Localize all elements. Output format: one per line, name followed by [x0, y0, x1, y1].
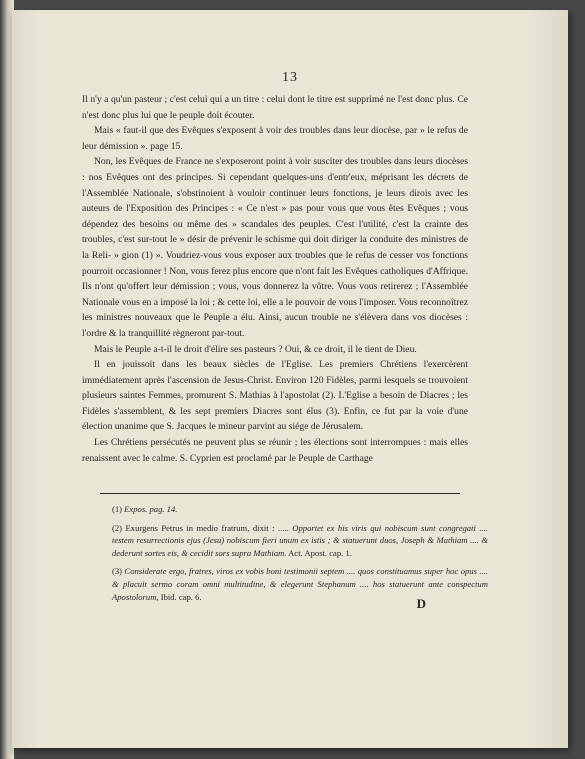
- signature-mark: D: [416, 596, 426, 611]
- footnote: (3) Considerate ergo, fratres, viros ex vobis boni testimonii septem .... quos constituamus super hoc opus .... & placuit sermo coram omni multitudine, & elegerunt Stephanum .... hos statuerunt ante conspectum Apostolorum, Ibid. cap. 6.: [112, 566, 489, 602]
- footnotes: [112, 503, 488, 609]
- footnote: (2) Exurgens Petrus in medio fratrum, dixit : ..... Opportet ex his viris qui nobiscum sunt congregati .... testem resurrectionis ejus (Jesu) nobiscum fieri unum ex istis ; & statuerunt duos, Joseph & Mathiam .... & dederunt sortes eis, & cecidit sors supra Mathiam. Act. Apost. cap. 1.: [112, 522, 488, 558]
- paragraph: Il en jouissoit dans les beaux siècles de l'Eglise. Les premiers Chrétiens l'exercèrent immédiatement après l'ascension de Jesus-Christ. Environ 120 Fidèles, parmi lesquels se trouvoient plusieurs saintes Femmes, promurent S. Mathias à l'apostolat (2). L'Eglise a besoin de Diacres ; les Fidèles s'assemblent, & les sept premiers Diacres sont élus (3). Enfin, ce fut par la voie d'une élection unanime que S. Jacques le mineur parvint au siége de Jérusalem.: [82, 359, 468, 433]
- paragraph: Les Chrétiens persécutés ne peuvent plus se réunir ; les élections sont interrompues : mais elles renaissent avec le calme. S. Cyprien est proclamé par le Peuple de Carthage: [82, 437, 468, 464]
- book-page: [12, 10, 568, 748]
- paragraph: Non, les Evêques de France ne s'exposeront point à voir susciter des troubles dans leurs diocèses : nos Evêques ont des principes. Si cependant quelques-uns d'entr'eux, méprisant les décrets de l'Assemblée Nationale, s'obstinoient à vouloir continuer leurs fonctions, je leurs dirois avec les auteurs de l'Exposition des Principes : « Ce n'est » pas pour vous que vous êtes Evêques ; vous dépendez des besoins ou même des » scandales des peuples. C'est l'utilité, c'est la crainte des troubles, c'est sur-tout le » désir de prévenir le schisme qui doit diriger la conduite des ministres de la Reli- » gion (1) ». Voudriez-vous vous exposer aux troubles que le refus de cesser vos fonctions pourroit occasionner ! Non, vous ferez plus encore que n'ont fait les Evêques catholiques d'Affrique. Ils n'ont qu'offert leur démission ; vous, vous donnerez la vôtre. Vous vous retirerez ; l'Assemblée Nationale vous en a imposé la loi ; & cette loi, elle a le pouvoir de vous l'imposer. Vous reconnoîtrez les ministres nouveaux que le Peuple a élu. Ainsi, aucun trouble ne s'élèvera dans vos diocèses : l'ordre & la tranquillité règneront par-tout.: [82, 156, 468, 339]
- footnote: (1) Expos. pag. 14.: [112, 504, 178, 514]
- paragraph: Mais « faut-il que des Evêques s'exposent à voir des troubles dans leur diocèse, par » le refus de leur démission ». page 15.: [82, 125, 468, 152]
- footnote-divider: [100, 493, 460, 494]
- paragraph: Mais le Peuple a-t-il le droit d'élire ses pasteurs ? Oui, & ce droit, il le tient de Dieu.: [94, 343, 417, 355]
- paragraph: Il n'y a qu'un pasteur ; c'est celui qui a un titre : celui dont le titre est supprimé ne l'est donc plus. Ce n'est donc plus lui que le peuple doit écouter.: [82, 94, 468, 121]
- page-number: 13: [282, 70, 298, 85]
- main-text: [82, 92, 468, 466]
